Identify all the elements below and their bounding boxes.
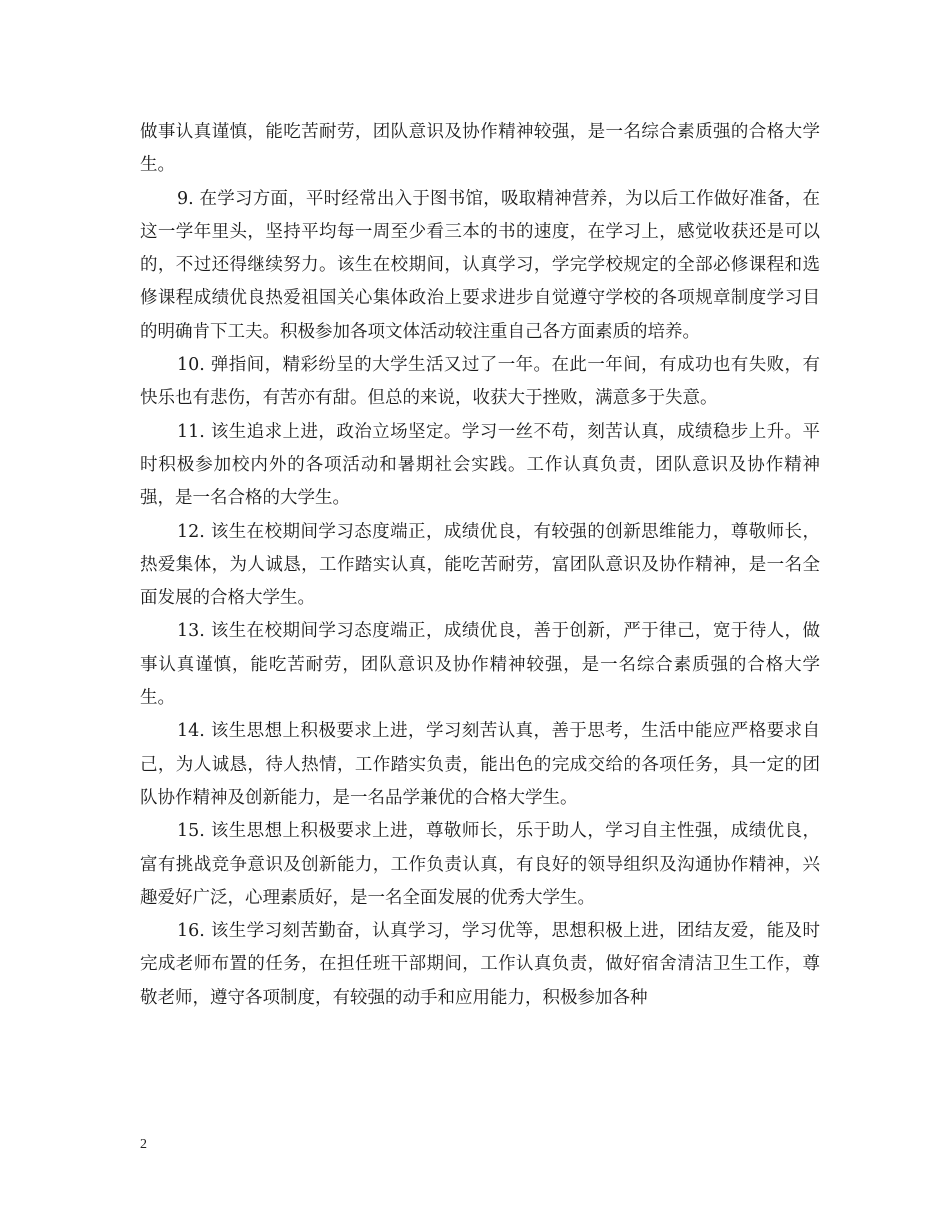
paragraph-item-16: 16. 该生学习刻苦勤奋，认真学习，学习优等，思想积极上进，团结友爱，能及时完成老师布置的任务，在担任班干部期间，工作认真负责，做好宿舍清洁卫生工作，尊敬老师，遵守各项制度，有较强的动手和应用能力，积极参加各种 — [140, 921, 820, 1008]
document-body — [140, 116, 820, 1015]
paragraph-item-14: 14. 该生思想上积极要求上进，学习刻苦认真，善于思考，生活中能应严格要求自己，为人诚恳，待人热情，工作踏实负责，能出色的完成交给的各项任务，具一定的团队协作精神及创新能力，是一名品学兼优的合格大学生。 — [140, 721, 820, 808]
paragraph-item-11: 11. 该生追求上进，政治立场坚定。学习一丝不苟，刻苦认真，成绩稳步上升。平时积极参加校内外的各项活动和暑期社会实践。工作认真负责，团队意识及协作精神强，是一名合格的大学生。 — [140, 421, 820, 509]
paragraph-continuation: 做事认真谨慎，能吃苦耐劳，团队意识及协作精神较强，是一名综合素质强的合格大学生。 — [140, 122, 820, 176]
paragraph-item-12: 12. 该生在校期间学习态度端正，成绩优良，有较强的创新思维能力，尊敬师长，热爱集体，为人诚恳，工作踏实认真，能吃苦耐劳，富团队意识及协作精神，是一名全面发展的合格大学生。 — [140, 521, 820, 609]
page-number: 2 — [140, 1137, 147, 1152]
paragraph-item-15: 15. 该生思想上积极要求上进，尊敬师长，乐于助人，学习自主性强，成绩优良，富有挑战竞争意识及创新能力，工作负责认真，有良好的领导组织及沟通协作精神，兴趣爱好广泛，心理素质好，是一名全面发展的优秀大学生。 — [140, 821, 820, 908]
paragraph-item-10: 10. 弹指间，精彩纷呈的大学生活又过了一年。在此一年间，有成功也有失败，有快乐也有悲伤，有苦亦有甜。但总的来说，收获大于挫败，满意多于失意。 — [140, 355, 820, 409]
paragraph-item-13: 13. 该生在校期间学习态度端正，成绩优良，善于创新，严于律己，宽于待人，做事认真谨慎，能吃苦耐劳，团队意识及协作精神较强，是一名综合素质强的合格大学生。 — [140, 621, 820, 709]
paragraph-item-9: 9. 在学习方面，平时经常出入于图书馆，吸取精神营养，为以后工作做好准备，在这一学年里头，坚持平均每一周至少看三本的书的速度，在学习上，感觉收获还是可以的，不过还得继续努力。该生在校期间，认真学习，学完学校规定的全部必修课程和选修课程成绩优良热爱祖国关心集体政治上要求进步自觉遵守学校的各项规章制度学习目的明确肯下工夫。积极参加各项文体活动较注重自己各方面素质的培养。 — [140, 188, 820, 342]
